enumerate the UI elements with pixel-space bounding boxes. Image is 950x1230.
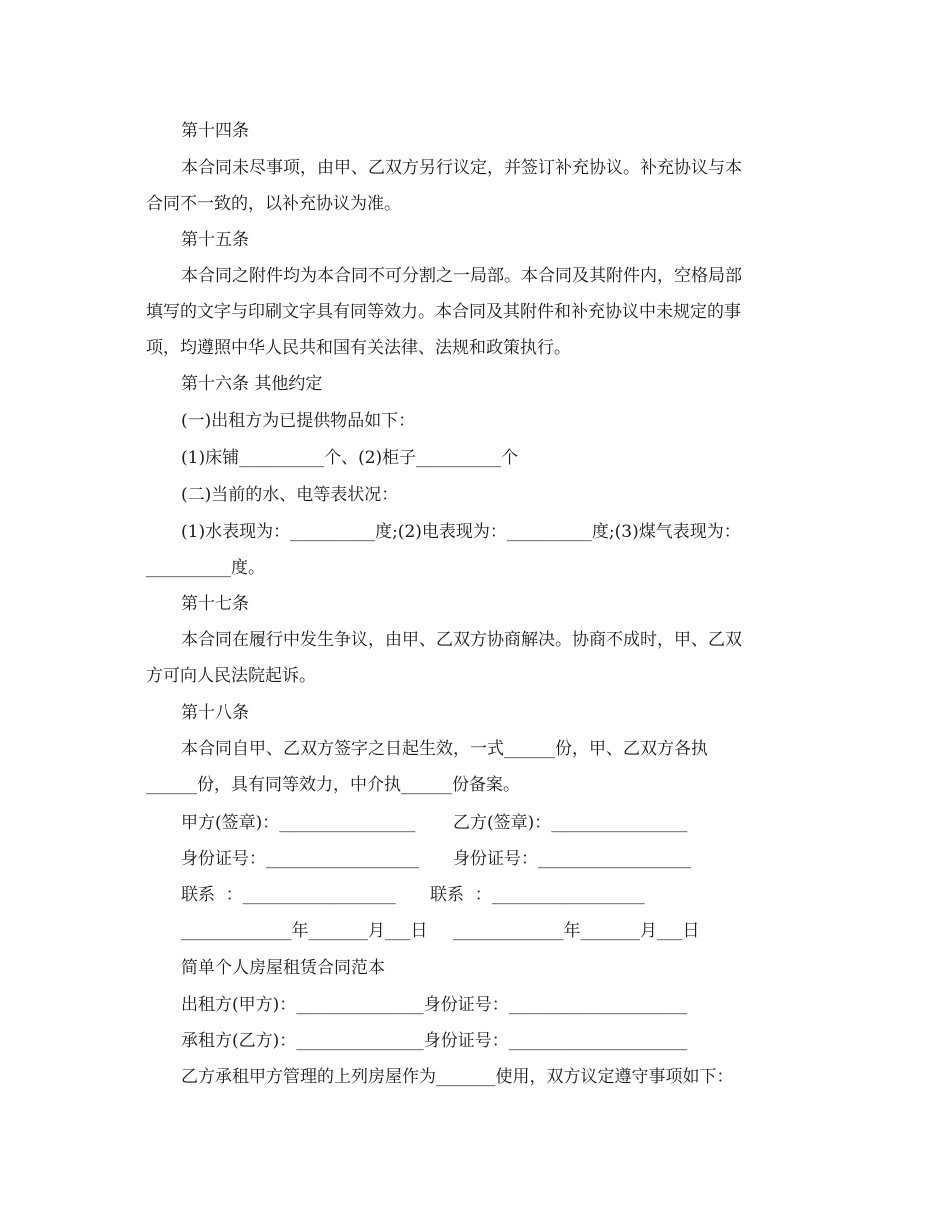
article-16-meters-line2: __________度。: [146, 558, 265, 578]
party-b-contact: 联系 ：__________________: [430, 885, 645, 905]
party-b-date: _____________年_______月___日: [453, 921, 700, 941]
template-2-usage: 乙方承租甲方管理的上列房屋作为_______使用，双方议定遵守事项如下：: [181, 1067, 734, 1087]
article-14-text-line1: 本合同未尽事项，由甲、乙双方另行议定，并签订补充协议。补充协议与本: [181, 158, 742, 178]
article-16-meters-line1: (1)水表现为：__________度;(2)电表现为：__________度;(3)煤气表现为：: [181, 522, 741, 542]
article-14-text-line2: 合同不一致的，以补充协议为准。: [146, 194, 401, 214]
party-b-seal: 乙方(签章)：________________: [453, 813, 688, 833]
article-17-heading: 第十七条: [181, 594, 249, 614]
article-18-text-line2: ______份，具有同等效力，中介执______份备案。: [146, 775, 520, 795]
party-a-date: _____________年_______月___日: [181, 921, 428, 941]
article-18-heading: 第十八条: [181, 703, 249, 723]
party-a-seal: 甲方(签章)：________________: [181, 813, 416, 833]
article-16-subsection-1: (一)出租方为已提供物品如下：: [181, 411, 416, 431]
article-15-text-line1: 本合同之附件均为本合同不可分割之一局部。本合同及其附件内，空格局部: [181, 266, 742, 286]
article-15-text-line2: 填写的文字与印刷文字具有同等效力。本合同及其附件和补充协议中未规定的事: [146, 302, 741, 322]
article-15-text-line3: 项，均遵照中华人民共和国有关法律、法规和政策执行。: [146, 338, 571, 358]
party-b-id: 身份证号：__________________: [453, 849, 691, 869]
article-15-heading: 第十五条: [181, 230, 249, 250]
party-a-id: 身份证号：__________________: [181, 849, 419, 869]
article-14-heading: 第十四条: [181, 121, 249, 141]
article-17-text-line2: 方可向人民法院起诉。: [146, 666, 316, 686]
article-17-text-line1: 本合同在履行中发生争议，由甲、乙双方协商解决。协商不成时，甲、乙双: [181, 630, 742, 650]
template-2-lessee: 承租方(乙方)：_______________身份证号：_____________________: [181, 1031, 688, 1051]
template-2-title: 简单个人房屋租赁合同范本: [181, 958, 385, 978]
article-16-items: (1)床铺__________个、(2)柜子__________个: [181, 448, 519, 468]
article-16-subsection-2: (二)当前的水、电等表状况：: [181, 485, 399, 505]
template-2-lessor: 出租方(甲方)：_______________身份证号：_____________________: [181, 995, 688, 1015]
article-18-text-line1: 本合同自甲、乙双方签字之日起生效，一式______份，甲、乙双方各执: [181, 739, 708, 759]
article-16-heading: 第十六条 其他约定: [181, 374, 323, 394]
party-a-contact: 联系 ：__________________: [181, 885, 396, 905]
